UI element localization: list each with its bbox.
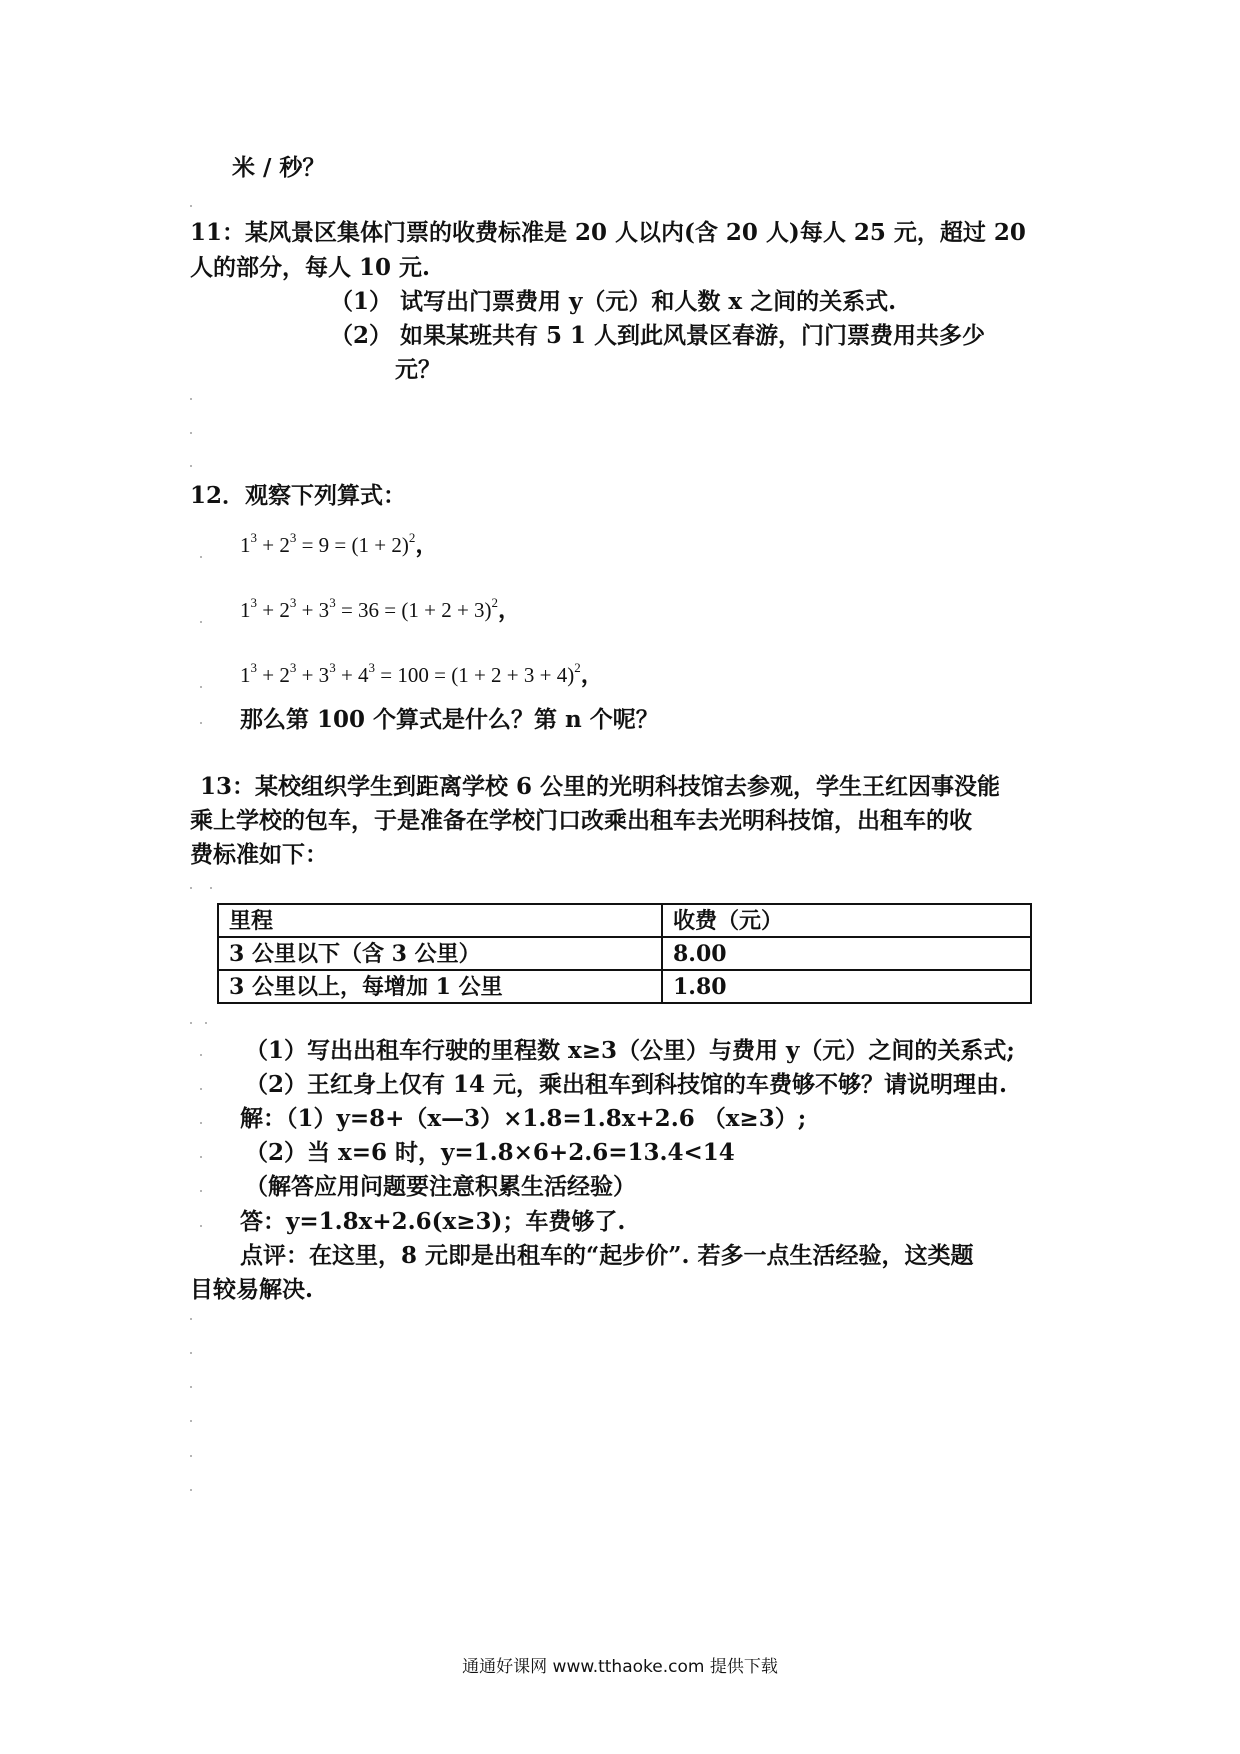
fare-table-header-fee: 收费（元）: [662, 904, 1031, 937]
q12-title: 12．观察下列算式：: [190, 482, 407, 509]
margin-dot: [200, 1156, 202, 1158]
fare-table-header-row: [218, 904, 1031, 937]
margin-dot: [200, 686, 202, 688]
margin-dot: [200, 1054, 202, 1056]
q13-subquestion-2: （2）王红身上仅有 14 元，乘出租车到科技馆的车费够不够？请说明理由.: [245, 1071, 1008, 1098]
q12-question: 那么第 100 个算式是什么？第 n 个呢？: [240, 706, 659, 733]
q13-solution-3: （解答应用问题要注意积累生活经验）: [245, 1173, 636, 1200]
margin-dot: [210, 887, 212, 889]
q12-formula-3: $1^3 + 2^3 + 3^3 + 4^3 = 100 = (1 + 2 + 3 + 4)^2$，: [240, 660, 604, 687]
margin-dot: [190, 465, 192, 467]
q13-comment-2: 目较易解决.: [190, 1276, 314, 1303]
q12-formula-1: $1^3 + 2^3 = 9 = (1 + 2)^2$，: [240, 530, 439, 557]
q13-line-3: 费标准如下：: [190, 841, 328, 868]
q11-subquestion-2-continued: 元？: [395, 356, 441, 383]
margin-dot: [200, 1122, 202, 1124]
q13-comment-1: 点评：在这里，8 元即是出租车的“起步价”. 若多一点生活经验，这类题: [240, 1242, 974, 1269]
q11-line-2: 人的部分，每人 10 元.: [190, 254, 431, 281]
fare-table-cell: 3 公里以下（含 3 公里）: [218, 937, 662, 970]
margin-dot: [190, 205, 192, 207]
margin-dot: [200, 1225, 202, 1227]
q10-tail-text: 米 / 秒？: [232, 154, 326, 181]
margin-dot: [200, 722, 202, 724]
margin-dot: [190, 398, 192, 400]
margin-dot: [190, 1386, 192, 1388]
fare-table-header-distance: 里程: [218, 904, 662, 937]
q11-subquestion-1: （1） 试写出门票费用 y（元）和人数 x 之间的关系式.: [330, 288, 897, 315]
fare-table-row: [218, 970, 1031, 1003]
margin-dot: [200, 1190, 202, 1192]
margin-dot: [190, 1318, 192, 1320]
fare-table-cell: 1.80: [662, 970, 1031, 1003]
margin-dot: [200, 621, 202, 623]
margin-dot: [190, 1420, 192, 1422]
q13-subquestion-1: （1）写出出租车行驶的里程数 x≥3（公里）与费用 y（元）之间的关系式;: [245, 1037, 1015, 1064]
margin-dot: [190, 1455, 192, 1457]
margin-dot: [205, 1022, 207, 1024]
q12-formula-2: $1^3 + 2^3 + 3^3 = 36 = (1 + 2 + 3)^2$，: [240, 595, 522, 622]
q13-solution-2: （2）当 x=6 时，y=1.8×6+2.6=13.4<14: [245, 1139, 735, 1166]
margin-dot: [200, 556, 202, 558]
page-footer: 通通好课网 www.tthaoke.com 提供下载: [462, 1657, 778, 1677]
margin-dot: [190, 1022, 192, 1024]
margin-dot: [190, 887, 192, 889]
fare-table-row: [218, 937, 1031, 970]
margin-dot: [190, 432, 192, 434]
q13-line-2: 乘上学校的包车，于是准备在学校门口改乘出租车去光明科技馆，出租车的收: [190, 807, 972, 834]
fare-table-cell: 3 公里以上，每增加 1 公里: [218, 970, 662, 1003]
margin-dot: [190, 1352, 192, 1354]
q11-line-1: 11：某风景区集体门票的收费标准是 20 人以内(含 20 人)每人 25 元，超过 20: [190, 219, 1026, 246]
q13-answer: 答：y=1.8x+2.6(x≥3)；车费够了.: [240, 1208, 626, 1235]
q13-solution-1: 解：（1）y=8+（x—3）×1.8=1.8x+2.6 （x≥3）;: [240, 1105, 807, 1132]
q11-subquestion-2: （2） 如果某班共有 5 1 人到此风景区春游，门门票费用共多少: [330, 322, 986, 349]
fare-table-cell: 8.00: [662, 937, 1031, 970]
fare-table: [217, 903, 1032, 1004]
q13-line-1: 13：某校组织学生到距离学校 6 公里的光明科技馆去参观，学生王红因事没能: [200, 773, 1001, 800]
margin-dot: [190, 1489, 192, 1491]
margin-dot: [200, 1088, 202, 1090]
